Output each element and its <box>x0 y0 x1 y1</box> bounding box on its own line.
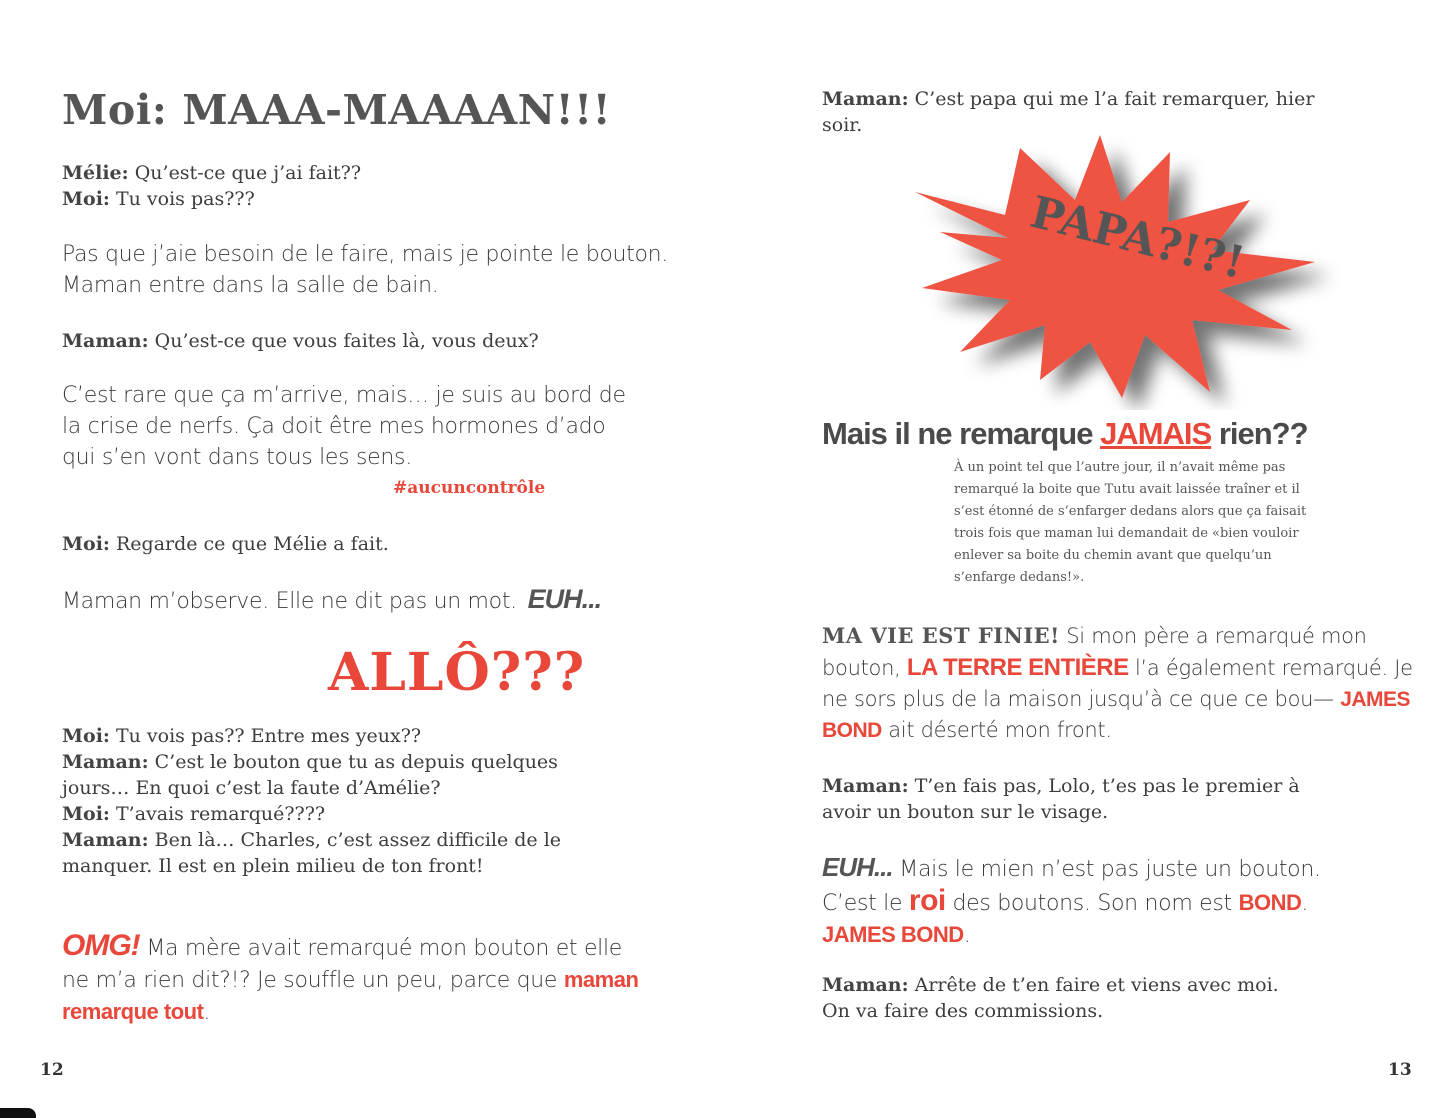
narration-line: C’est le <box>822 891 909 916</box>
dialogue-text: jours… En quoi c’est la faute d’Amélie? <box>62 777 441 799</box>
dialogue-text: Ben là… Charles, c’est assez difficile de le <box>148 829 562 851</box>
highlight-text: BOND <box>1238 890 1302 915</box>
dialogue-text: avoir un bouton sur le visage. <box>822 801 1109 823</box>
speaker: Maman: <box>62 751 149 773</box>
dialogue-text: Qu’est-ce que vous faites là, vous deux? <box>148 330 539 352</box>
narration-line: Maman m’observe. Elle ne dit pas un mot. <box>62 589 517 614</box>
narration-line: . <box>203 1000 211 1025</box>
narration-line: Si mon père a remarqué mon <box>1059 624 1367 648</box>
dialogue-line <box>822 972 1279 1024</box>
ma-vie-lead: MA VIE EST FINIE! <box>822 623 1060 648</box>
narration-line: qui s’en vont dans tous les sens. <box>62 445 412 470</box>
dialogue-text: C’est papa qui me l’a fait remarquer, hier <box>908 88 1315 110</box>
narration <box>822 620 1413 746</box>
highlight-text: BOND <box>822 719 882 742</box>
page-number: 12 <box>40 1060 64 1080</box>
dialogue-text: manquer. Il est en plein milieu de ton front! <box>62 855 484 877</box>
speaker: Moi: <box>62 533 110 555</box>
allo-exclamation: ALLÔ??? <box>328 642 586 703</box>
euh-exclamation: EUH... <box>822 852 893 882</box>
narration-line: Maman entre dans la salle de bain. <box>62 273 439 298</box>
dialogue-text: T’en fais pas, Lolo, t’es pas le premier à <box>908 775 1300 797</box>
narration <box>62 239 668 301</box>
page-title: Moi: MAAA-MAAAAN!!! <box>62 86 612 134</box>
narration <box>62 380 626 473</box>
narration-line: ne sors plus de la maison jusqu’à ce que ce bou— <box>822 687 1341 711</box>
section-heading <box>822 416 1308 452</box>
burst-text: PAPA?!?! <box>1025 186 1250 290</box>
narration-line: . <box>963 923 971 948</box>
aside-line: À un point tel que l’autre jour, il n’avait même pas <box>954 460 1286 475</box>
omg-exclamation: OMG! <box>62 929 140 962</box>
highlight-text: maman <box>563 967 639 992</box>
heading-text: rien?? <box>1211 416 1308 451</box>
narration-line: Mais le mien n’est pas juste un bouton. <box>892 857 1321 882</box>
narration-line: bouton, <box>822 656 907 680</box>
dialogue-text: soir. <box>822 114 863 136</box>
speaker: Maman: <box>822 88 909 110</box>
narration-line: Pas que j’aie besoin de le faire, mais je pointe le bouton. <box>62 242 668 267</box>
aside-line: s’enfarge dedans!». <box>954 570 1085 585</box>
aside-line: trois fois que maman lui demandait de «bien vouloir <box>954 526 1299 541</box>
highlight-text: JAMES <box>1340 688 1411 711</box>
dialogue-line <box>62 328 539 354</box>
speaker: Mélie: <box>62 162 129 184</box>
papa-burst <box>900 130 1340 410</box>
speaker: Moi: <box>62 725 110 747</box>
speaker: Maman: <box>62 330 149 352</box>
dialogue-line <box>62 160 361 212</box>
narration <box>62 930 638 1028</box>
roi-highlight: roi <box>908 884 946 917</box>
narration-line: ne m’a rien dit?!? Je souffle un peu, parce que <box>62 968 564 993</box>
aside-line: enlever sa boite du chemin avant que quelqu’un <box>954 548 1272 563</box>
narration-line: Ma mère avait remarqué mon bouton et elle <box>139 936 623 961</box>
dialogue-text: C’est le bouton que tu as depuis quelques <box>148 751 558 773</box>
dialogue-line <box>822 773 1300 825</box>
dialogue-text: Tu vois pas??? <box>109 188 255 210</box>
speaker: Moi: <box>62 803 110 825</box>
corner-mark <box>0 1108 36 1118</box>
speaker: Moi: <box>62 188 110 210</box>
narration-line: ait déserté mon front. <box>881 718 1112 742</box>
hashtag: #aucuncontrôle <box>393 478 546 498</box>
page-number: 13 <box>1388 1060 1412 1080</box>
highlight-text: LA TERRE ENTIÈRE <box>906 654 1129 681</box>
narration-line: des boutons. Son nom est <box>945 891 1239 916</box>
narration-line: l’a également remarqué. Je <box>1128 656 1413 680</box>
highlight-text: remarque tout <box>62 999 204 1024</box>
aside-paragraph <box>954 457 1306 589</box>
narration <box>62 584 601 617</box>
speaker: Maman: <box>822 775 909 797</box>
narration-line: C’est rare que ça m’arrive, mais… je suis au bord de <box>62 383 626 408</box>
dialogue-line <box>62 531 389 557</box>
dialogue-text: Arrête de t’en faire et viens avec moi. <box>908 974 1279 996</box>
heading-text: Mais il ne remarque <box>822 416 1101 451</box>
speaker: Maman: <box>62 829 149 851</box>
narration <box>822 852 1321 951</box>
dialogue-block <box>62 723 561 879</box>
dialogue-text: T’avais remarqué???? <box>109 803 326 825</box>
narration-line: . <box>1301 891 1309 916</box>
speaker: Maman: <box>822 974 909 996</box>
dialogue-text: Tu vois pas?? Entre mes yeux?? <box>109 725 422 747</box>
aside-line: s’est étonné de s’enfarger dedans alors que ça faisait <box>954 504 1307 519</box>
dialogue-text: Regarde ce que Mélie a fait. <box>109 533 389 555</box>
highlight-text: JAMES BOND <box>822 922 964 947</box>
narration-line: la crise de nerfs. Ça doit être mes hormones d’ado <box>62 414 606 439</box>
dialogue-text: Qu’est-ce que j’ai fait?? <box>128 162 362 184</box>
burst-shape <box>915 135 1315 398</box>
euh-exclamation: EUH... <box>527 584 602 614</box>
dialogue-text: On va faire des commissions. <box>822 1000 1104 1022</box>
aside-line: remarqué la boite que Tutu avait laissée traîner et il <box>954 482 1300 497</box>
heading-highlight: JAMAIS <box>1100 416 1212 451</box>
